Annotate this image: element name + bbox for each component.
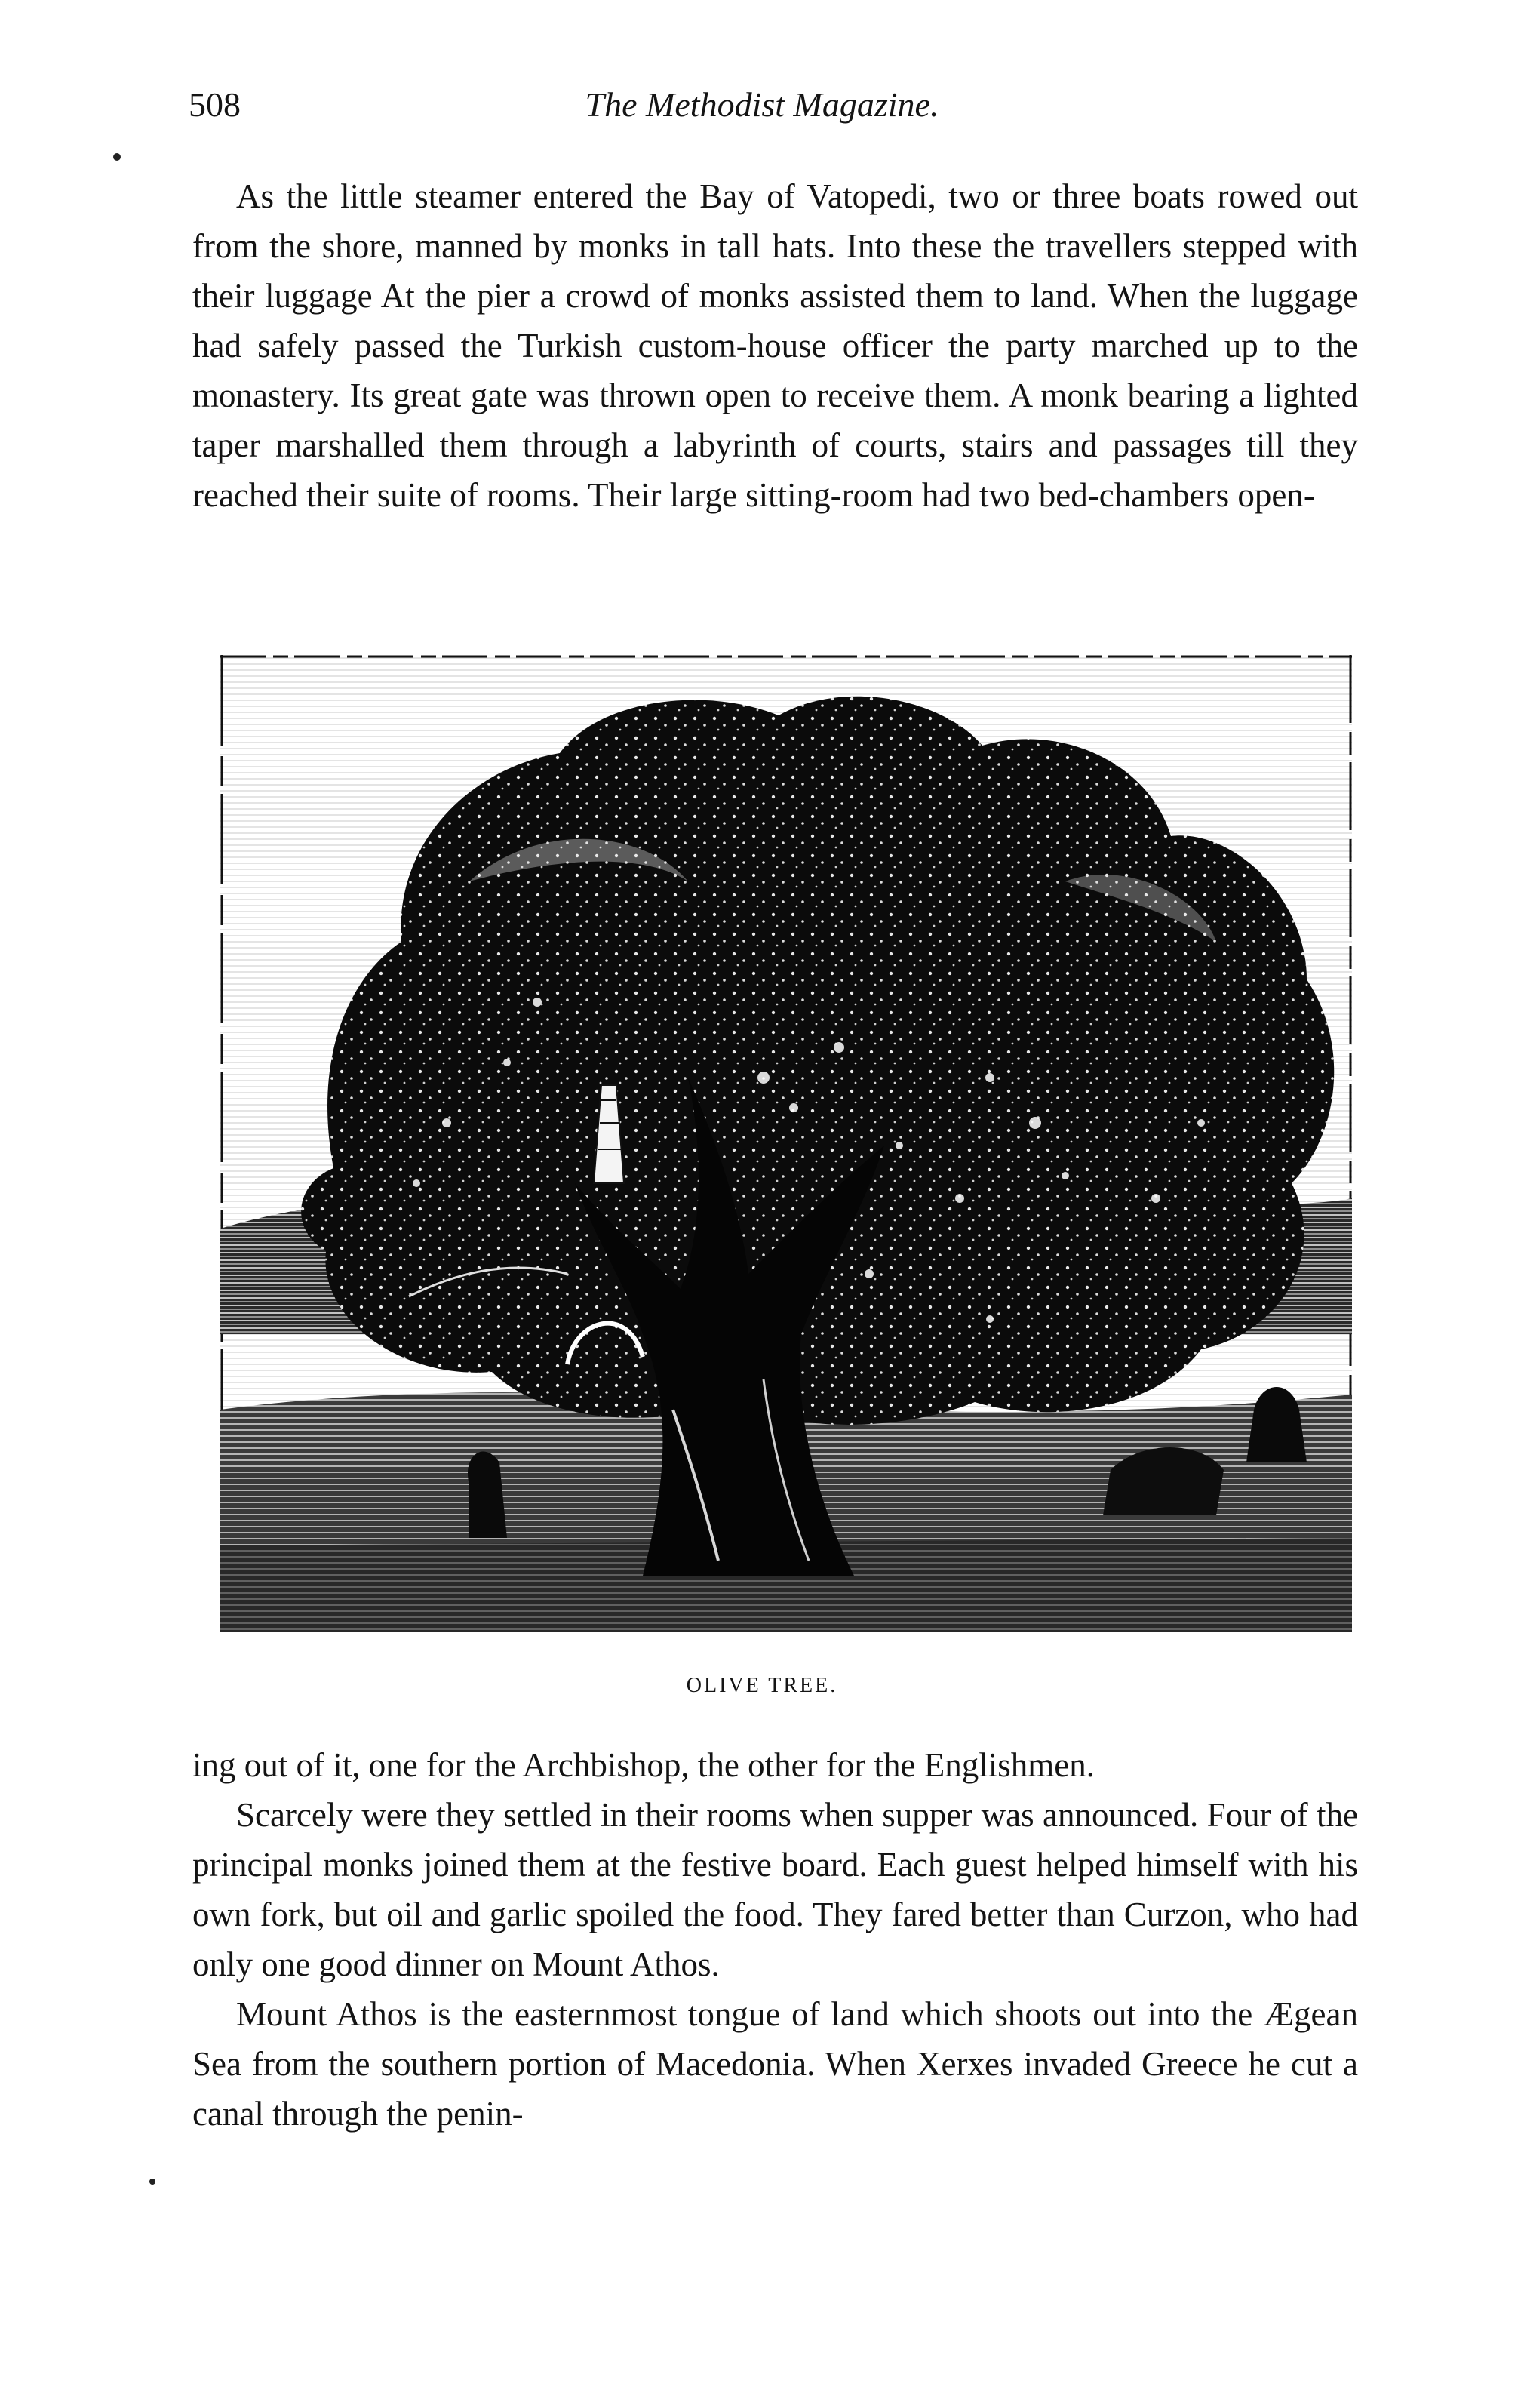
body-text-bottom <box>192 1740 1358 2139</box>
running-title: The Methodist Magazine. <box>585 85 939 124</box>
margin-speck <box>113 153 121 161</box>
paragraph: As the little steamer entered the Bay of Vatopedi, two or three boats rowed out from the shore, manned by monks in tall hats. Into these the travellers stepped with their luggage At the pier a crowd of monks assisted them to land. When the luggage had safely passed the Turkish custom-house officer the party marched up to the monastery. Its great gate was thrown open to receive them. A monk bearing a lighted taper marshalled them through a labyrinth of courts, stairs and passages till they reached their suite of rooms. Their large sitting-room had two bed-chambers open- <box>192 177 1358 514</box>
paragraph-continuation: ing out of it, one for the Archbishop, the other for the Englishmen. <box>192 1746 1095 1784</box>
olive-tree-illustration <box>220 655 1352 1632</box>
body-text-top <box>192 171 1358 520</box>
page-number: 508 <box>189 85 241 124</box>
figure-caption: OLIVE TREE. <box>686 1674 838 1697</box>
paragraph: Scarcely were they settled in their rooms when supper was announced. Four of the principal monks joined them at the festive board. Each guest helped himself with his own fork, but oil and garlic spoiled the food. They fared better than Curzon, who had only one good dinner on Mount Athos. <box>192 1796 1358 1983</box>
margin-speck <box>149 2179 155 2185</box>
paragraph: Mount Athos is the easternmost tongue of land which shoots out into the Ægean Sea from the southern portion of Macedonia. When Xerxes invaded Greece he cut a canal through the penin- <box>192 1995 1358 2133</box>
